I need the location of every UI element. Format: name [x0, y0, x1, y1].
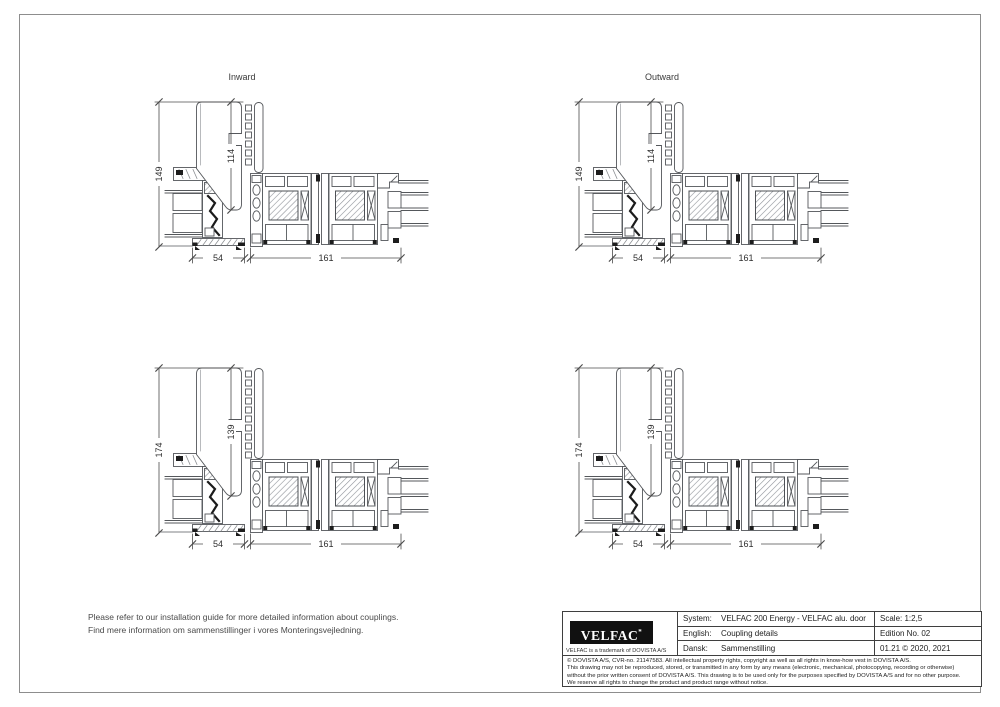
title-block-top	[563, 612, 981, 656]
field-dansk	[678, 641, 874, 655]
dim-left-label: 54	[623, 253, 653, 263]
logo-mark: *	[638, 628, 643, 636]
field-value: VELFAC 200 Energy - VELFAC alu. door	[721, 614, 866, 624]
field-label: Dansk:	[683, 643, 708, 653]
field-english	[678, 627, 874, 642]
field-label: English:	[683, 629, 712, 638]
drawing-title: Outward	[644, 72, 679, 82]
cross-section-drawing	[565, 72, 855, 277]
drawing-inward-bottom	[145, 358, 435, 563]
logo-text: VELFAC	[580, 628, 639, 643]
dim-height-label: 174	[574, 438, 584, 462]
logo-tagline: VELFAC is a trademark of DOVISTA A/S	[566, 648, 667, 654]
dim-right-label: 161	[311, 253, 341, 263]
copyright-text	[563, 656, 981, 689]
cross-section-drawing	[145, 72, 435, 277]
dim-left-label: 54	[203, 539, 233, 549]
installation-note-da: Find mere information om sammenstillinger i vores Monteringsvejledning.	[88, 625, 364, 635]
logo-cell	[563, 612, 678, 655]
dim-height-label: 149	[154, 162, 164, 186]
dim-inner-label: 139	[226, 420, 236, 444]
dim-inner-label: 114	[226, 144, 236, 168]
title-block	[562, 611, 982, 687]
dim-right-label: 161	[311, 539, 341, 549]
cross-section-drawing	[565, 358, 855, 563]
dim-left-label: 54	[203, 253, 233, 263]
dim-right-label: 161	[731, 253, 761, 263]
dim-right-label: 161	[731, 539, 761, 549]
copyright-line: This drawing may not be reproduced, stored, or transmitted in any form by any means (electronic, mechanical, photocopying, recording or otherwise)	[567, 665, 955, 672]
velfac-logo	[570, 621, 653, 644]
dim-inner-label: 139	[646, 420, 656, 444]
meta-rows	[875, 612, 981, 655]
field-label: System:	[683, 614, 712, 624]
drawing-inward-top	[145, 72, 435, 277]
cross-section-drawing	[145, 358, 435, 563]
field-system	[678, 612, 874, 627]
copyright-line: We reserve all rights to change the product and product range without notice.	[567, 679, 768, 686]
drawing-outward-bottom	[565, 358, 855, 563]
drawing-title: Inward	[228, 72, 256, 82]
dim-inner-label: 114	[646, 144, 656, 168]
installation-note	[88, 611, 398, 637]
field-value: Sammenstilling	[721, 643, 776, 653]
dim-height-label: 174	[154, 438, 164, 462]
drawing-outward-top	[565, 72, 855, 277]
meta-date: 01.21 © 2020, 2021	[880, 643, 951, 653]
dim-left-label: 54	[623, 539, 653, 549]
copyright-line: without the prior written consent of DOVISTA A/S. This drawing is to be used only for the purposes specified by DOVISTA A/S and for no other purpose.	[567, 672, 961, 679]
meta-scale: Scale: 1:2,5	[875, 612, 981, 627]
meta-edition: Edition No. 02	[875, 627, 981, 642]
copyright-line: © DOVISTA A/S, CVR-no. 21147583. All intellectual property rights, copyright as well as all rights in know-how vest in DOVISTA A/S.	[567, 658, 911, 664]
field-value: Coupling details	[721, 629, 778, 638]
dim-height-label: 149	[574, 162, 584, 186]
installation-note-en: Please refer to our installation guide for more detailed information about couplings.	[88, 612, 399, 622]
field-rows	[678, 612, 875, 655]
